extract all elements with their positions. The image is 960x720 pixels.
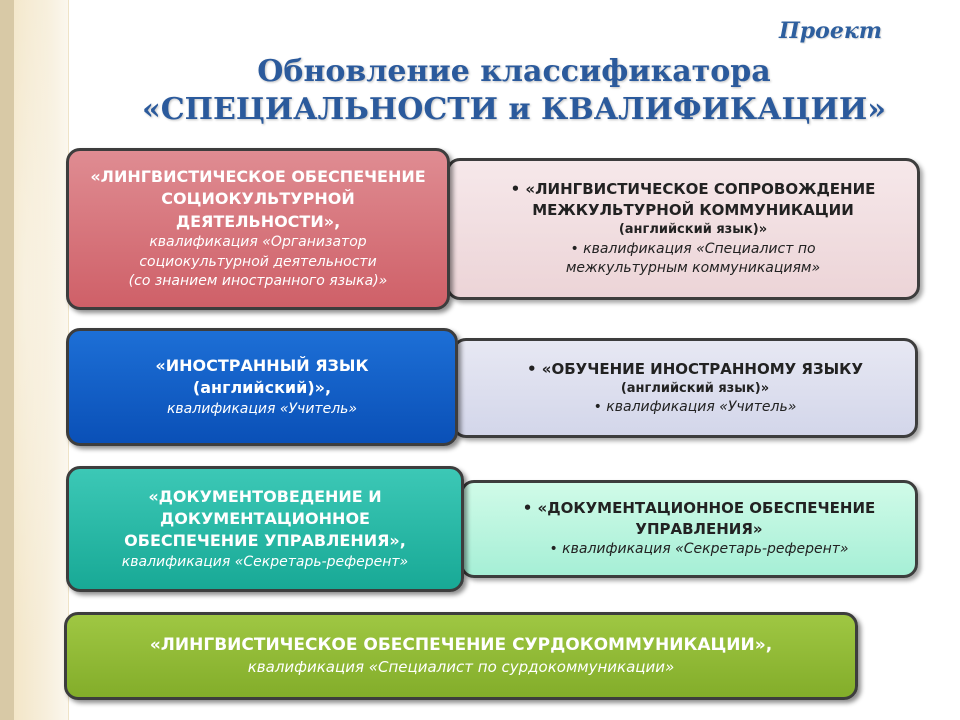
new-specialty-title-line: • «ЛИНГВИСТИЧЕСКОЕ СОПРОВОЖДЕНИЕ: [510, 180, 876, 199]
old-specialty-box-2: [66, 328, 458, 446]
old-specialty-box-3: [66, 466, 464, 592]
old-qualification-line: квалификация «Учитель»: [166, 400, 358, 417]
old-specialty-box-1: [66, 148, 450, 310]
page-title-line1: Обновление классификатора: [257, 54, 771, 89]
new-specialty-title-line: • «ДОКУМЕНТАЦИОННОЕ ОБЕСПЕЧЕНИЕ: [522, 499, 876, 518]
new-specialty-subtitle: (английский язык)»: [618, 222, 768, 238]
old-specialty-title-line: (английский)»,: [192, 378, 332, 398]
new-specialty-title-line: МЕЖКУЛЬТУРНОЙ КОММУНИКАЦИИ: [532, 201, 854, 220]
old-specialty-title-line: «ЛИНГВИСТИЧЕСКОЕ ОБЕСПЕЧЕНИЕ: [90, 167, 426, 187]
page-title-line2: «СПЕЦИАЛЬНОСТИ и КВАЛИФИКАЦИИ»: [142, 92, 886, 127]
project-label: Проект: [778, 18, 882, 44]
new-specialty-title-line: УПРАВЛЕНИЯ»: [635, 520, 763, 539]
new-specialty-box-2: [452, 338, 918, 438]
old-specialty-title-line: СОЦИОКУЛЬТУРНОЙ: [161, 189, 355, 209]
new-qualification-line: межкультурным коммуникациям»: [565, 260, 821, 277]
old-qualification-line: (со знанием иностранного языка)»: [128, 273, 388, 290]
old-specialty-title-line: ОБЕСПЕЧЕНИЕ УПРАВЛЕНИЯ»,: [124, 531, 406, 551]
new-specialty-box-4: [64, 612, 858, 700]
paper-texture-strip: [14, 0, 69, 720]
old-qualification-line: квалификация «Организатор: [149, 234, 367, 251]
old-qualification-line: социокультурной деятельности: [139, 253, 377, 270]
new-specialty-box-3: [460, 480, 918, 578]
new-specialty-subtitle: (английский язык)»: [620, 380, 770, 396]
old-specialty-title-line: ДОКУМЕНТАЦИОННОЕ: [160, 509, 370, 528]
old-specialty-title-line: «ИНОСТРАННЫЙ ЯЗЫК: [155, 355, 369, 375]
new-qualification-line: квалификация «Специалист по сурдокоммуникации»: [247, 658, 675, 677]
new-qualification-line: • квалификация «Специалист по: [570, 240, 816, 257]
new-qualification-line: • квалификация «Учитель»: [593, 398, 797, 415]
left-decor-band: [0, 0, 14, 720]
old-qualification-line: квалификация «Секретарь-референт»: [121, 553, 409, 570]
old-specialty-title-line: ДЕЯТЕЛЬНОСТИ»,: [175, 211, 341, 231]
new-specialty-title-line: • «ОБУЧЕНИЕ ИНОСТРАННОМУ ЯЗЫКУ: [526, 359, 864, 378]
old-specialty-title-line: «ДОКУМЕНТОВЕДЕНИЕ И: [148, 486, 382, 506]
new-specialty-title-line: «ЛИНГВИСТИЧЕСКОЕ ОБЕСПЕЧЕНИЕ СУРДОКОММУНИКАЦИИ»,: [149, 634, 773, 655]
new-specialty-box-1: [446, 158, 920, 300]
new-qualification-line: • квалификация «Секретарь-референт»: [549, 541, 849, 558]
